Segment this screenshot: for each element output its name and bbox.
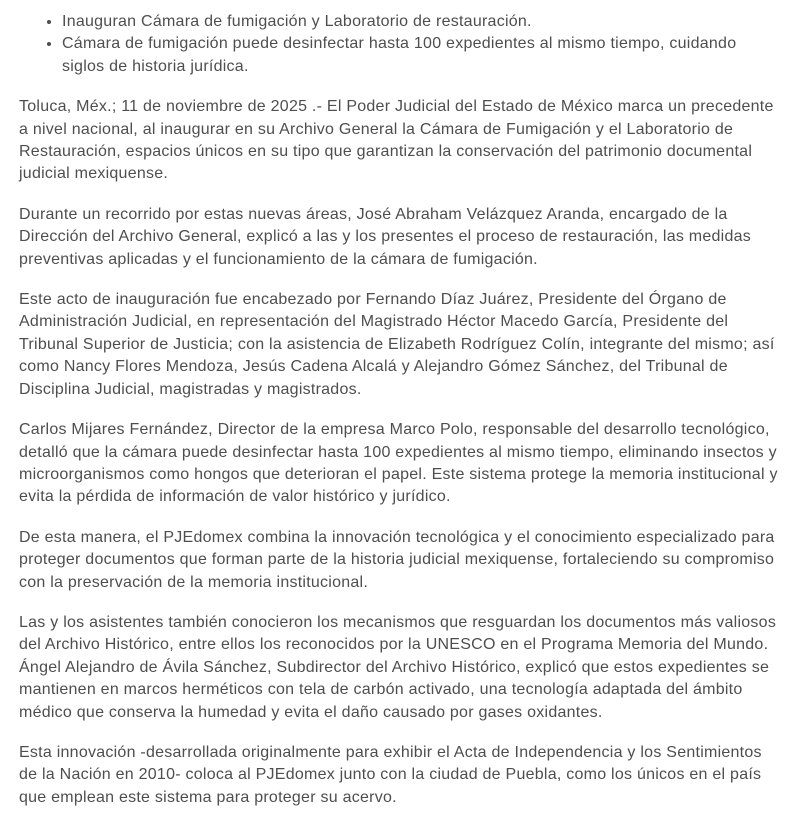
article-paragraph: De esta manera, el PJEdomex combina la innovación tecnológica y el conocimiento especializado para proteger documentos que forman parte de la historia judicial mexiquense, fortaleciendo su compromiso con la preservación de la memoria institucional. xyxy=(19,528,775,591)
article-paragraph: Durante un recorrido por estas nuevas áreas, José Abraham Velázquez Aranda, encargado de la Dirección del Archivo General, explicó a las y los presentes el proceso de restauración, las medidas preventivas aplicadas y el funcionamiento de la cámara de fumigación. xyxy=(19,205,752,268)
article-paragraph: Esta innovación -desarrollada originalmente para exhibir el Acta de Independencia y los Sentimientos de la Nación en 2010- coloca al PJEdomex junto con la ciudad de Puebla, como los únicos en el país que emplean este sistema para proteger su acervo. xyxy=(19,743,762,806)
article-paragraph: Este acto de inauguración fue encabezado por Fernando Díaz Juárez, Presidente del Órgano de Administración Judicial, en representación del Magistrado Héctor Macedo García, Presidente del Tribunal Superior de Justicia; con la asistencia de Elizabeth Rodríguez Colín, integrante del mismo; así como Nancy Flores Mendoza, Jesús Cadena Alcalá y Alejandro Gómez Sánchez, del Tribunal de Disciplina Judicial, magistradas y magistrados. xyxy=(19,291,775,398)
article-paragraph-dateline: Toluca, Méx.; 11 de noviembre de 2025 .- El Poder Judicial del Estado de México marca un precedente a nivel nacional, al inaugurar en su Archivo General la Cámara de Fumigación y el Laboratorio de Restauración, espacios únicos en su tipo que garantizan la conservación del patrimonio documental judicial mexiquense. xyxy=(19,98,774,183)
article-paragraph: Las y los asistentes también conocieron los mecanismos que resguardan los documentos más valiosos del Archivo Histórico, entre ellos los reconocidos por la UNESCO en el Programa Memoria del Mundo. Ángel Alejandro de Ávila Sánchez, Subdirector del Archivo Histórico, explicó que estos expedientes se mantienen en marcos herméticos con tela de carbón activado, una tecnología adaptada del ámbito médico que conserva la humedad y evita el daño causado por gases oxidantes. xyxy=(19,613,777,721)
article-paragraph: Carlos Mijares Fernández, Director de la empresa Marco Polo, responsable del desarrollo tecnológico, detalló que la cámara puede desinfectar hasta 100 expedientes al mismo tiempo, eliminando insectos y microorganismos como hongos que deterioran el papel. Este sistema protege la memoria institucional y evita la pérdida de información de valor histórico y jurídico. xyxy=(19,421,778,506)
list-item: • Cámara de fumigación puede desinfectar hasta 100 expedientes al mismo tiempo, cuidando siglos de historia jurídica. xyxy=(62,33,783,78)
highlights-list xyxy=(19,11,783,78)
list-item: • Inauguran Cámara de fumigación y Laboratorio de restauración. xyxy=(62,11,783,33)
